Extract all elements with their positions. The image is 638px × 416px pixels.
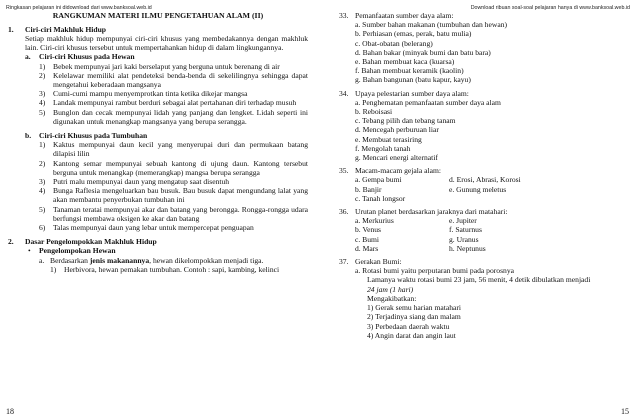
item-number: 4)	[39, 98, 46, 108]
subsection-letter: b.	[25, 130, 32, 140]
question-number: 34.	[339, 88, 349, 98]
item-text: Kaktus mempunyai daun kecil yang menyerupai duri dan permukaan batang dilapisi lilin	[53, 140, 308, 159]
item-number: 4)	[39, 186, 46, 196]
question-text: Gerakan Bumi:	[355, 257, 402, 267]
option: b. Reboisasi	[355, 107, 393, 117]
item-text: Bunglon dan cecak mempunyai lidah yang panjang dan lengket. Lidah seperti ini digunakan untuk menangkap mangsanya yang berupa serangga.	[53, 107, 308, 126]
option: b. Venus	[355, 225, 382, 235]
option: e. Jupiter	[449, 216, 477, 226]
option: d. Mencegah perburuan liar	[355, 125, 439, 135]
item-number: 1)	[39, 140, 46, 150]
effect-item: 4) Angin darat dan angin laut	[367, 330, 456, 340]
option-grid	[339, 175, 631, 193]
question-34	[339, 89, 631, 98]
option: c. Tanah longsor	[355, 193, 406, 203]
item-text: Tanaman teratai mempunyai akar dan batang yang berongga. Rongga-rongga udara berfungsi membawa oksigen ke akar dan batang	[53, 204, 308, 223]
item-number: 1)	[39, 61, 46, 71]
item-number: 5)	[39, 107, 46, 117]
option-detail: Lamanya waktu rotasi bumi 23 jam, 56 menit, 4 detik dibulatkan menjadi	[367, 275, 591, 285]
subsection-a-heading	[8, 52, 308, 61]
question-text: Pemanfaatan sumber daya alam:	[355, 11, 454, 20]
subsection-b-heading	[8, 131, 308, 140]
list-item	[8, 62, 308, 71]
list-item	[8, 71, 308, 89]
question-text: Macam-macam gejala alam:	[355, 166, 442, 176]
option: a. Merkurius	[355, 216, 394, 226]
page-header-right: Download ribuan soal-soal pelajaran hanya di www.banksoal.web.id	[470, 5, 630, 11]
option: g. Mencari energi alternatif	[355, 153, 438, 163]
section-title: Dasar Pengelompokkan Makhluk Hidup	[25, 237, 157, 247]
document-title: RANGKUMAN MATERI ILMU PENGETAHUAN ALAM (II)	[52, 11, 264, 20]
question-37	[339, 257, 631, 266]
option: c. Obat-obatan (belerang)	[355, 38, 433, 48]
item-text: Kantong semar mempunyai sebuah kantong di ujung daun. Kantong tersebut berguna untuk menangkap (memerangkap) mangsa berupa serangga	[53, 158, 308, 177]
section-2-heading	[8, 237, 308, 246]
section-1-intro: Setiap makhluk hidup mempunyai ciri-ciri khusus yang membedakannya dengan makhluk lain. Ciri-ciri khusus tersebut untuk mempertahankan hidup di dalam lingkungannya.	[25, 33, 308, 53]
option-grid	[339, 216, 631, 253]
list-item	[8, 159, 308, 177]
list-item	[8, 140, 308, 158]
item-text: Landak mempunyai rambut berduri sebagai alat pertahanan diri terhadap musuh	[53, 98, 297, 108]
section-1-heading	[8, 25, 308, 34]
list-item	[8, 98, 308, 107]
bullet-icon: •	[28, 246, 31, 256]
option: d. Erosi, Abrasi, Korosi	[449, 175, 521, 185]
question-35	[339, 166, 631, 175]
subsection-letter: a.	[25, 52, 31, 62]
question-number: 33.	[339, 11, 349, 20]
option: a. Sumber bahan makanan (tumbuhan dan hewan)	[355, 20, 508, 30]
list-item	[8, 89, 308, 98]
option: a. Gempa bumi	[355, 175, 402, 185]
question-number: 36.	[339, 207, 349, 217]
list-item	[8, 177, 308, 186]
question-33	[339, 11, 631, 20]
option: f. Saturnus	[449, 225, 482, 235]
effect-item: 2) Terjadinya siang dan malam	[367, 312, 461, 322]
list-item	[8, 223, 308, 232]
list-item	[8, 186, 308, 204]
option: f. Mengolah tanah	[355, 143, 411, 153]
item-number: 3)	[39, 176, 46, 186]
text-run: , hewan dikelompokkan menjadi tiga.	[149, 255, 264, 265]
subsection-a-text	[8, 256, 308, 265]
item-number: 2)	[39, 158, 46, 168]
question-text: Urutan planet berdasarkan jaraknya dari matahari:	[355, 207, 508, 217]
section-title: Ciri-ciri Makhluk Hidup	[25, 24, 107, 34]
section-number: 2.	[8, 237, 14, 247]
item-text: Herbivora, hewan pemakan tumbuhan. Contoh : sapi, kambing, kelinci	[64, 264, 280, 274]
text-run-bold: jenis makanannya	[89, 255, 150, 265]
option: d. Mars	[355, 243, 379, 253]
item-text: Talas mempunyai daun yang lebar untuk mempercepat penguapan	[53, 222, 254, 232]
right-column	[339, 11, 631, 340]
item-number: 2)	[39, 70, 46, 80]
option-detail-italic: 24 jam (1 hari)	[367, 284, 414, 294]
item-number: 1)	[50, 264, 57, 274]
list-item	[8, 265, 308, 274]
option: c. Bumi	[355, 234, 380, 244]
effect-item: 3) Perbedaan daerah waktu	[367, 321, 450, 331]
page-header-left: Ringkasan pelajaran ini didownload dari www.banksoal.web.id	[6, 5, 152, 11]
subsection-title: Ciri-ciri Khusus pada Tumbuhan	[39, 130, 148, 140]
item-text: Kelelawar memiliki alat pendeteksi benda-benda di sekelilingnya sehingga dapat mengetahui keberadaan mangsanya	[53, 70, 308, 89]
option: h. Neptunus	[449, 243, 486, 253]
effects-label: Mengakibatkan:	[367, 293, 417, 303]
left-column	[8, 11, 308, 274]
option: a. Penghematan pemanfaatan sumber daya alam	[355, 97, 501, 107]
option: e. Gunung meletus	[449, 184, 507, 194]
question-text: Upaya pelestarian sumber daya alam:	[355, 88, 469, 98]
section-number: 1.	[8, 24, 14, 34]
subsection-title: Ciri-ciri Khusus pada Hewan	[39, 52, 135, 62]
question-36	[339, 207, 631, 216]
bullet-item	[8, 246, 308, 255]
item-text: Bunga Raflesia mengeluarkan bau busuk. Bau busuk dapat mengundang lalat yang akan membantu penyerbukan tumbuhan ini	[53, 186, 308, 205]
option: e. Bahan membuat kaca (kuarsa)	[355, 57, 455, 67]
text-run: Berdasarkan	[50, 255, 90, 265]
bullet-text: Pengelompokan Hewan	[39, 246, 116, 256]
item-text: Bebek mempunyai jari kaki berselaput yang berguna untuk berenang di air	[53, 61, 280, 71]
question-number: 37.	[339, 257, 349, 267]
option: b. Perhiasan (emas, perak, batu mulia)	[355, 29, 472, 39]
option: a. Rotasi bumi yaitu perputaran bumi pada porosnya	[355, 266, 515, 276]
page-number-right: 15	[621, 407, 629, 416]
option: e. Membuat terasiring	[355, 134, 422, 144]
page-number-left: 18	[6, 407, 14, 416]
option: c. Tebang pilih dan tebang tanam	[355, 116, 456, 126]
item-number: 3)	[39, 89, 46, 99]
option: g. Uranus	[449, 234, 479, 244]
item-number: 5)	[39, 204, 46, 214]
option: g. Bahan bangunan (batu kapur, kayu)	[355, 75, 471, 85]
item-text: Cumi-cumi mampu menyemprotkan tinta ketika dikejar mangsa	[53, 89, 248, 99]
option: d. Bahan bakar (minyak bumi dan batu bara)	[355, 47, 491, 57]
question-number: 35.	[339, 166, 349, 176]
effect-item: 1) Gerak semu harian matahari	[367, 303, 462, 313]
item-number: 6)	[39, 222, 46, 232]
item-text: Putri malu mempunyai daun yang mengatup saat disentuh	[53, 176, 230, 186]
option: f. Bahan membuat keramik (kaolin)	[355, 66, 464, 76]
subsection-letter: a.	[39, 255, 45, 265]
list-item	[8, 205, 308, 223]
list-item	[8, 108, 308, 126]
option: b. Banjir	[355, 184, 382, 194]
